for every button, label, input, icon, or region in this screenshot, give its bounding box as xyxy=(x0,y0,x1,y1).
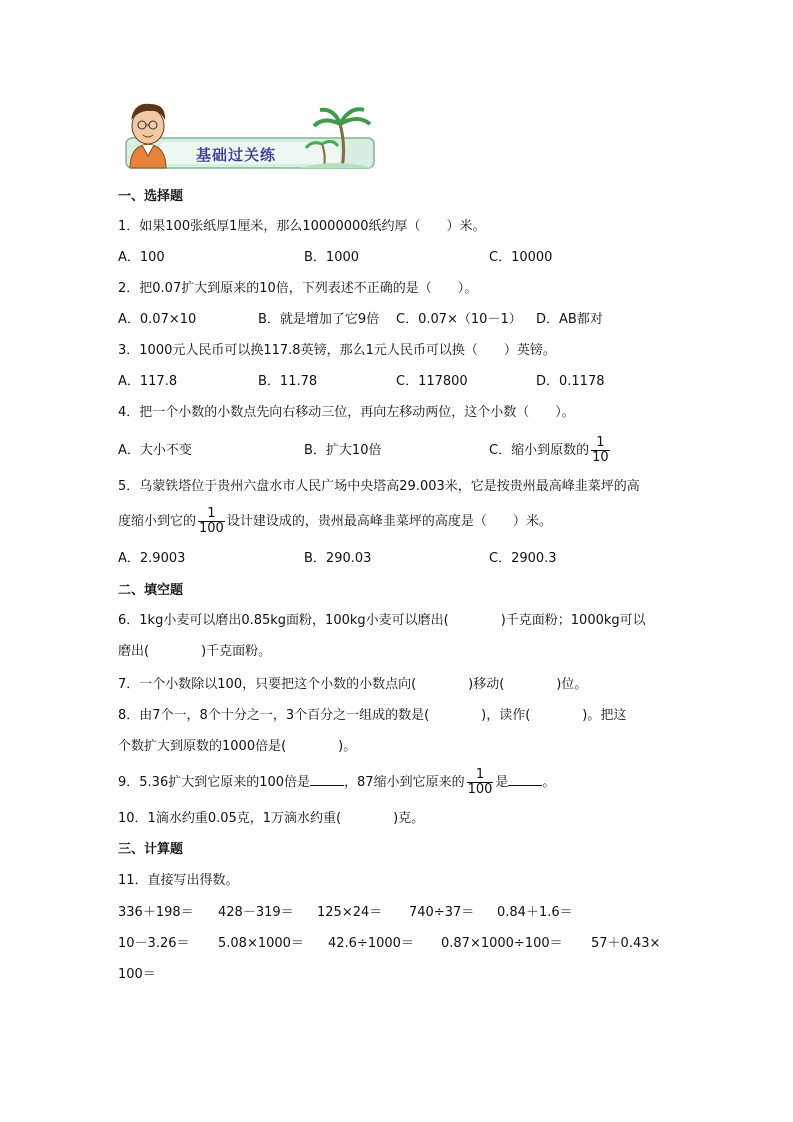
question-2-stem: 2．把0.07扩大到原来的10倍，下列表述不正确的是（ ）。 xyxy=(118,281,478,296)
banner-title: 基础过关练 xyxy=(196,146,277,164)
q9-blank-2 xyxy=(508,773,542,786)
q4-option-a: A．大小不变 xyxy=(118,443,192,458)
q3-option-b: B．11.78 xyxy=(258,374,318,389)
q4-option-c xyxy=(489,433,612,469)
calc-item-continuation: 100＝ xyxy=(118,967,156,982)
q9-blank-1 xyxy=(310,773,344,786)
calc-item: 57＋0.43× xyxy=(591,936,661,951)
q3-option-c: C．117800 xyxy=(396,374,468,389)
calc-item: 10－3.26＝ xyxy=(118,936,190,951)
q1-option-a: A．100 xyxy=(118,250,165,265)
q1-option-c: C．10000 xyxy=(489,250,553,265)
question-1-stem: 1．如果100张纸厚1厘米，那么10000000纸约厚（ ）米。 xyxy=(118,219,486,234)
question-6-line-1: 6．1kg小麦可以磨出0.85kg面粉，100kg小麦可以磨出( )千克面粉；1000kg可以 xyxy=(118,613,646,628)
q5-fraction-numerator: 1 xyxy=(207,506,216,521)
q3-option-a: A．117.8 xyxy=(118,374,178,389)
q5-fraction xyxy=(198,507,225,536)
calc-item: 428－319＝ xyxy=(218,905,294,920)
question-3-stem: 3．1000元人民币可以换117.8英镑，那么1元人民币可以换（ ）英镑。 xyxy=(118,343,556,358)
calc-item: 740÷37＝ xyxy=(409,905,475,920)
question-9 xyxy=(118,765,555,801)
question-6-line-2: 磨出( )千克面粉。 xyxy=(118,644,272,659)
section-heading-fill-blank: 二、填空题 xyxy=(118,583,184,598)
q4-fraction-numerator: 1 xyxy=(596,435,605,450)
q5-text-before-fraction: 度缩小到它的 xyxy=(118,514,197,529)
q9-part-4: 。 xyxy=(542,775,556,790)
q5-text-after-fraction: 设计建设成的，贵州最高峰韭菜坪的高度是（ ）米。 xyxy=(226,514,552,529)
q2-option-a: A．0.07×10 xyxy=(118,312,197,327)
question-5-line-2 xyxy=(118,504,552,540)
q2-option-d: D．AB都对 xyxy=(536,312,603,327)
calc-item: 5.08×1000＝ xyxy=(218,936,304,951)
calc-item: 0.84＋1.6＝ xyxy=(497,905,573,920)
q4-option-b: B．扩大10倍 xyxy=(304,443,382,458)
question-8-line-1: 8．由7个一，8个十分之一，3个百分之一组成的数是( )，读作( )。把这 xyxy=(118,708,627,723)
q3-option-d: D．0.1178 xyxy=(536,374,605,389)
question-4-stem: 4．把一个小数的小数点先向右移动三位，再向左移动两位，这个小数（ ）。 xyxy=(118,405,575,420)
calc-item: 336＋198＝ xyxy=(118,905,194,920)
q9-fraction-denominator: 100 xyxy=(467,782,493,797)
question-8-line-2: 个数扩大到原数的1000倍是( )。 xyxy=(118,739,357,754)
q2-option-c: C．0.07×（10－1） xyxy=(396,312,522,327)
q9-fraction-numerator: 1 xyxy=(475,767,485,782)
q9-fraction xyxy=(467,768,494,797)
q9-part-3: 是 xyxy=(495,775,509,790)
q4-fraction xyxy=(591,436,610,465)
q4-option-c-text: C．缩小到原数的 xyxy=(489,443,590,458)
question-10: 10．1滴水约重0.05克，1万滴水约重( )克。 xyxy=(118,811,425,826)
calc-item: 0.87×1000÷100＝ xyxy=(441,936,563,951)
q9-part-2: ，87缩小到它原来的 xyxy=(344,775,465,790)
calc-item: 42.6÷1000＝ xyxy=(328,936,414,951)
q5-option-a: A．2.9003 xyxy=(118,551,186,566)
section-heading-choice: 一、选择题 xyxy=(118,189,184,204)
section-heading-calculation: 三、计算题 xyxy=(118,842,184,857)
q5-fraction-denominator: 100 xyxy=(199,521,224,536)
calc-item: 125×24＝ xyxy=(317,905,383,920)
question-11-stem: 11．直接写出得数。 xyxy=(118,873,239,888)
q4-fraction-denominator: 10 xyxy=(592,450,609,465)
question-5-line-1: 5．乌蒙铁塔位于贵州六盘水市人民广场中央塔高29.003米，它是按贵州最高峰韭菜坪的高 xyxy=(118,479,640,494)
q1-option-b: B．1000 xyxy=(304,250,360,265)
q2-option-b: B．就是增加了它9倍 xyxy=(258,312,380,327)
q5-option-b: B．290.03 xyxy=(304,551,372,566)
q9-part-1: 9．5.36扩大到它原来的100倍是 xyxy=(118,775,311,790)
question-7: 7．一个小数除以100，只要把这个小数的小数点向( )移动( )位。 xyxy=(118,677,588,692)
q5-option-c: C．2900.3 xyxy=(489,551,557,566)
